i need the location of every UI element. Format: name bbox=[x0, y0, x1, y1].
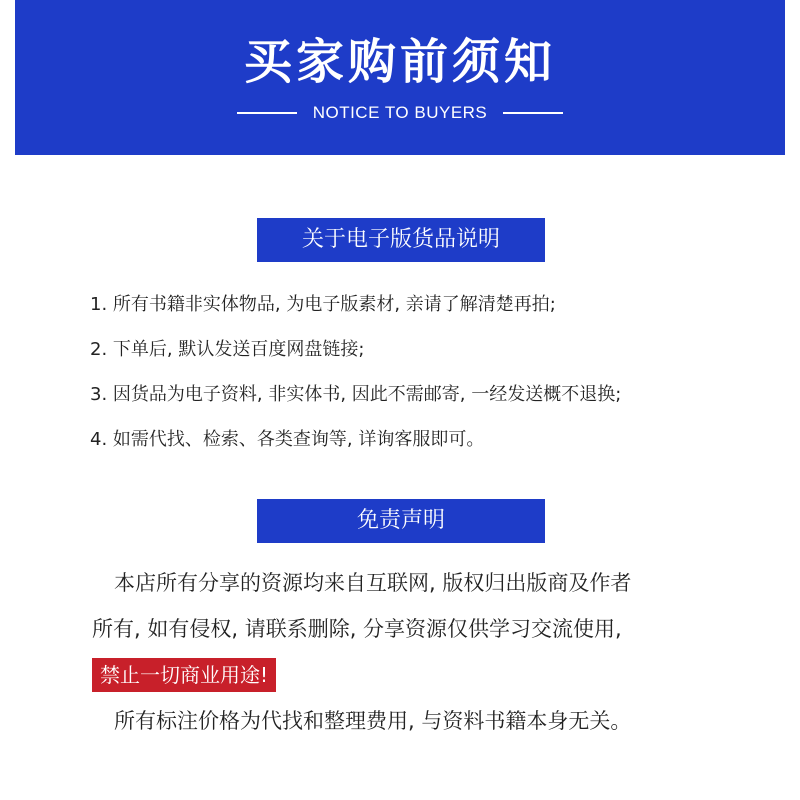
subtitle-divider-right bbox=[503, 112, 563, 114]
disclaimer-line-1: 本店所有分享的资源均来自互联网, 版权归出版商及作者 bbox=[114, 571, 632, 595]
disclaimer-line-2: 所有, 如有侵权, 请联系删除, 分享资源仅供学习交流使用, bbox=[92, 617, 622, 641]
notice-item-2: 2. 下单后, 默认发送百度网盘链接; bbox=[90, 339, 365, 360]
section-heading-ebook: 关于电子版货品说明 bbox=[257, 218, 545, 262]
notice-item-1: 1. 所有书籍非实体物品, 为电子版素材, 亲请了解清楚再拍; bbox=[90, 294, 556, 315]
notice-item-3: 3. 因货品为电子资料, 非实体书, 因此不需邮寄, 一经发送概不退换; bbox=[90, 384, 622, 405]
header-banner bbox=[15, 0, 785, 155]
disclaimer-body bbox=[92, 560, 782, 744]
subtitle-divider-left bbox=[237, 112, 297, 114]
ebook-notice-list bbox=[90, 282, 770, 462]
disclaimer-line-3: 所有标注价格为代找和整理费用, 与资料书籍本身无关。 bbox=[114, 709, 632, 733]
page-subtitle: NOTICE TO BUYERS bbox=[312, 103, 488, 122]
section-heading-disclaimer: 免责声明 bbox=[257, 499, 545, 543]
commercial-use-warning-badge: 禁止一切商业用途! bbox=[92, 658, 276, 692]
page-title: 买家购前须知 bbox=[243, 34, 556, 90]
subtitle-row bbox=[15, 98, 785, 128]
notice-item-4: 4. 如需代找、检索、各类查询等, 详询客服即可。 bbox=[90, 429, 485, 450]
